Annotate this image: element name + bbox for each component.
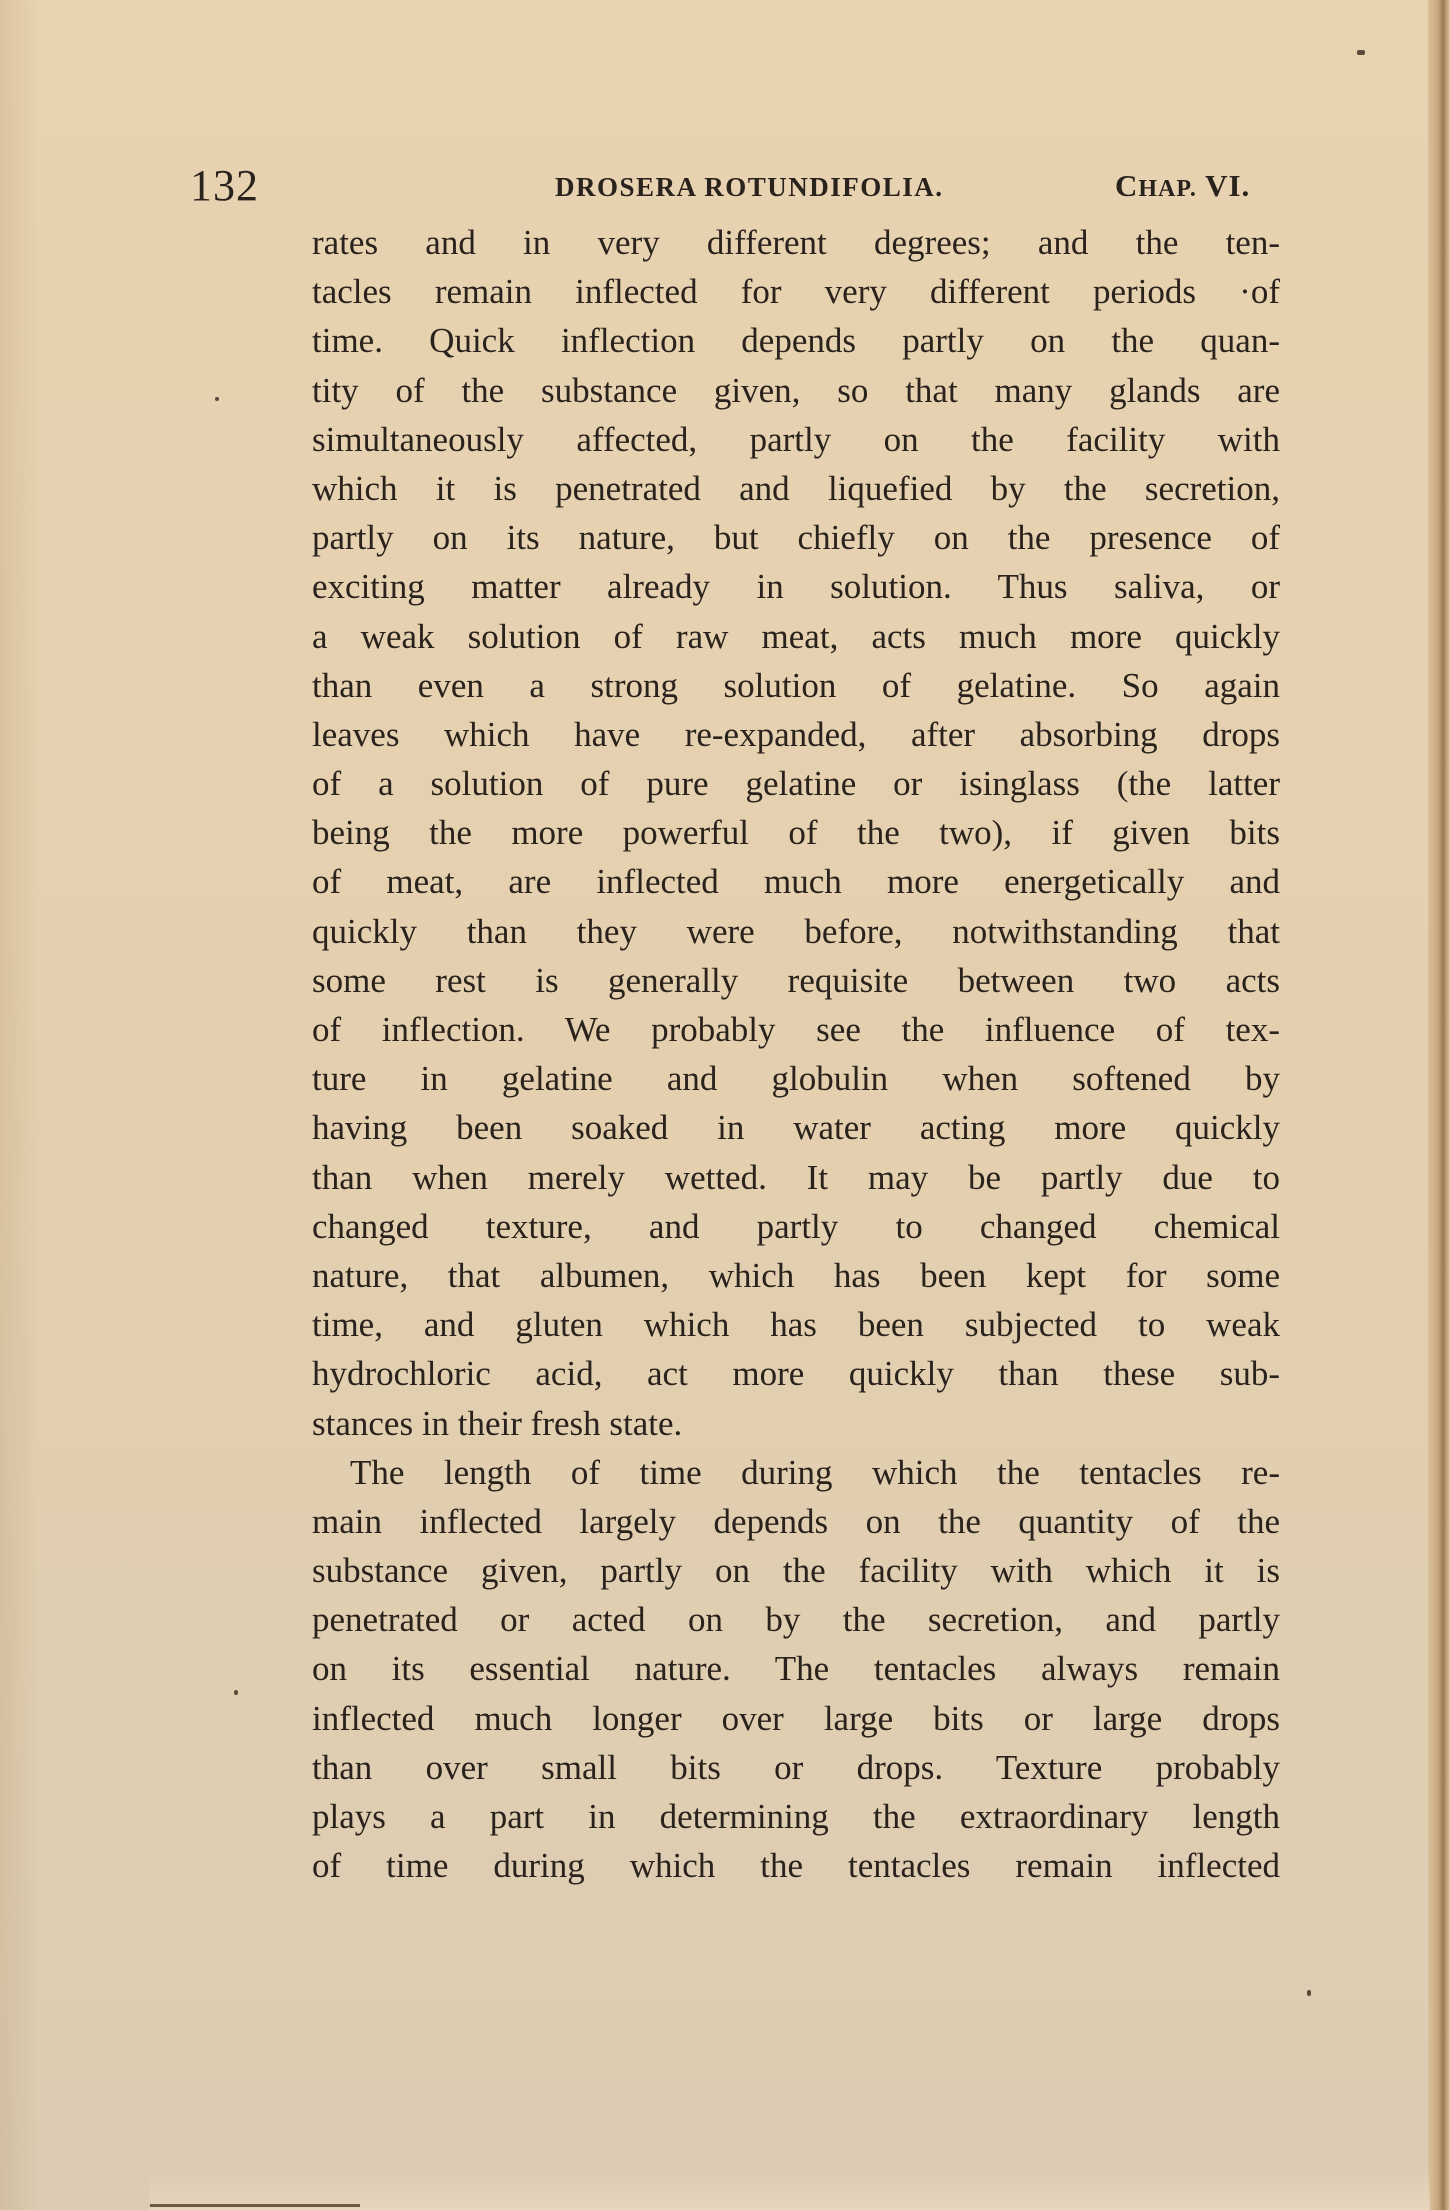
text-line: being the more powerful of the two), if given bits (312, 813, 1280, 853)
text-line: main inflected largely depends on the quantity of the (312, 1501, 1280, 1541)
text-line: of meat, are inflected much more energetically and (312, 862, 1280, 902)
text-line: time. Quick inflection depends partly on the quan- (312, 321, 1280, 361)
text-line: nature, that albumen, which has been kept for some (312, 1255, 1280, 1295)
text-line: of time during which the tentacles remain inflected (312, 1846, 1280, 1886)
text-line: quickly than they were before, notwithstanding that (312, 911, 1280, 951)
ink-speck (1307, 1990, 1311, 1996)
chapter-prefix: C (1115, 168, 1139, 203)
text-line: The length of time during which the tentacles re- (350, 1452, 1280, 1492)
text-line: inflected much longer over large bits or large drops (312, 1698, 1280, 1738)
text-line: partly on its nature, but chiefly on the presence of (312, 518, 1280, 558)
text-line: hydrochloric acid, act more quickly than these sub- (312, 1354, 1280, 1394)
text-line: tacles remain inflected for very different periods ·of (312, 272, 1280, 312)
page-number: 132 (190, 161, 259, 210)
chapter-number: VI. (1205, 168, 1251, 203)
ink-speck (1357, 50, 1365, 55)
text-line: a weak solution of raw meat, acts much more quickly (312, 616, 1280, 656)
text-line: simultaneously affected, partly on the facility with (312, 419, 1280, 459)
text-line: than when merely wetted. It may be partly due to (312, 1157, 1280, 1197)
text-line: than over small bits or drops. Texture probably (312, 1747, 1280, 1787)
paragraph (312, 218, 1280, 1448)
chapter-label (1115, 168, 1250, 204)
text-line: plays a part in determining the extraordinary length (312, 1797, 1280, 1836)
text-line: ture in gelatine and globulin when softened by (312, 1059, 1280, 1099)
page-header (190, 160, 1290, 210)
chapter-smallcaps: HAP. (1138, 176, 1197, 202)
ink-speck (215, 397, 219, 401)
text-line: some rest is generally requisite between two acts (312, 960, 1280, 1000)
page-edge (1428, 0, 1450, 2210)
text-line: time, and gluten which has been subjected to weak (312, 1305, 1280, 1345)
text-line: changed texture, and partly to changed chemical (312, 1206, 1280, 1246)
text-line: substance given, partly on the facility with which it is (312, 1551, 1280, 1591)
text-line: exciting matter already in solution. Thus saliva, or (312, 567, 1280, 607)
text-line: which it is penetrated and liquefied by the secretion, (312, 468, 1280, 508)
text-line: on its essential nature. The tentacles always remain (312, 1649, 1280, 1689)
text-line: stances in their fresh state. (312, 1403, 683, 1443)
body-text (312, 218, 1280, 1890)
page-bottom-rule (150, 2204, 360, 2207)
text-line: than even a strong solution of gelatine. So again (312, 665, 1280, 705)
text-line: having been soaked in water acting more quickly (312, 1108, 1280, 1148)
text-line: tity of the substance given, so that many glands are (312, 370, 1280, 410)
ink-speck (234, 1690, 238, 1695)
text-line: of inflection. We probably see the influence of tex- (312, 1010, 1280, 1049)
text-line: leaves which have re-expanded, after absorbing drops (312, 714, 1280, 754)
text-line: penetrated or acted on by the secretion, and partly (312, 1600, 1280, 1640)
paragraph (312, 1448, 1280, 1891)
text-line: rates and in very different degrees; and the ten- (312, 223, 1280, 262)
running-title: DROSERA ROTUNDIFOLIA. (555, 172, 944, 202)
text-line: of a solution of pure gelatine or isinglass (the latter (312, 764, 1280, 804)
